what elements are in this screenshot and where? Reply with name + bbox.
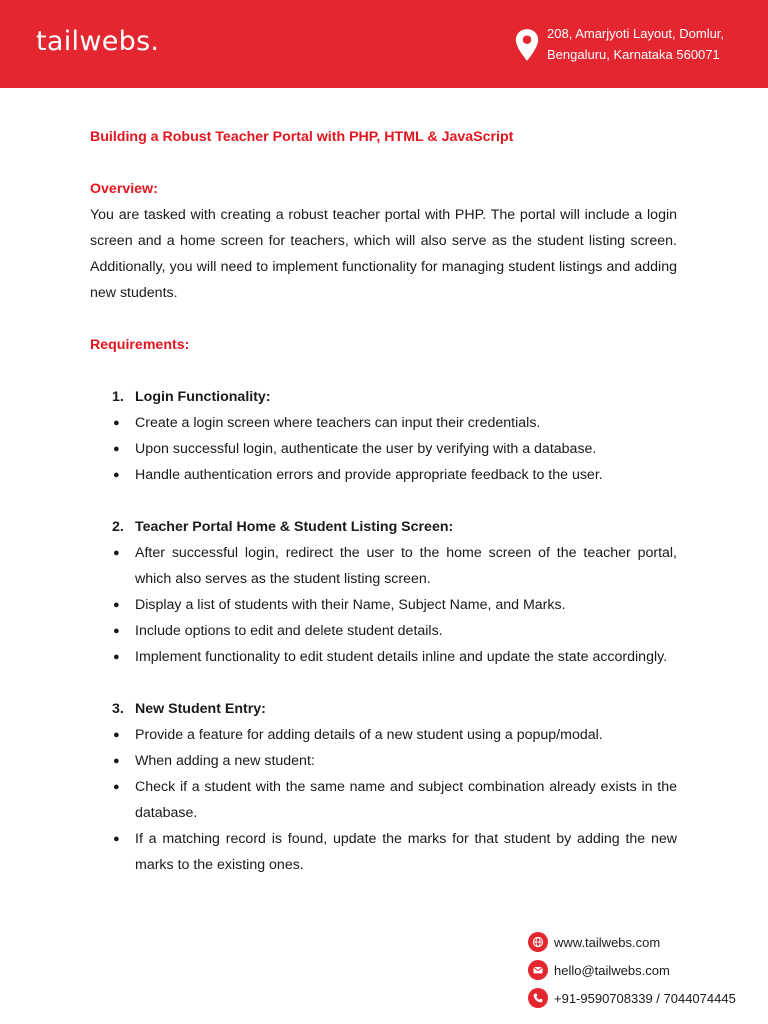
mail-icon [528, 960, 548, 980]
bullet-text: When adding a new student: [135, 753, 315, 769]
bullet-item [113, 462, 677, 488]
bullet-icon: ● [113, 443, 120, 455]
document-body [90, 124, 677, 878]
requirement-title-text: Login Functionality: [135, 389, 271, 405]
requirement-section [112, 384, 677, 488]
bullet-icon: ● [113, 625, 120, 637]
document-title: Building a Robust Teacher Portal with PHP, HTML & JavaScript [90, 129, 514, 145]
phone-number[interactable]: +91-9590708339 / 7044074445 [554, 990, 736, 1006]
bullet-item [113, 436, 677, 462]
bullet-text: Provide a feature for adding details of a new student using a popup/modal. [135, 727, 603, 743]
bullet-icon: ● [113, 833, 120, 845]
header-bar [0, 0, 768, 88]
phone-icon [528, 988, 548, 1008]
bullet-icon: ● [113, 781, 120, 793]
requirements-heading: Requirements: [90, 337, 190, 353]
bullet-item [113, 774, 677, 826]
bullet-text: Create a login screen where teachers can input their credentials. [135, 415, 541, 431]
bullet-icon: ● [113, 469, 120, 481]
bullet-text: Implement functionality to edit student details inline and update the state accordingly. [135, 649, 668, 665]
requirement-section [112, 696, 677, 878]
email-row [528, 956, 736, 984]
bullet-icon: ● [113, 547, 120, 559]
bullet-icon: ● [113, 417, 120, 429]
bullet-text: Upon successful login, authenticate the user by verifying with a database. [135, 441, 597, 457]
bullet-icon: ● [113, 651, 120, 663]
bullet-icon: ● [113, 755, 120, 767]
requirement-title [112, 514, 677, 540]
requirement-title-text: Teacher Portal Home & Student Listing Screen: [135, 519, 454, 535]
bullet-item [113, 722, 677, 748]
bullet-item [113, 618, 677, 644]
website-row [528, 928, 736, 956]
website-link[interactable]: www.tailwebs.com [554, 934, 661, 950]
email-link[interactable]: hello@tailwebs.com [554, 962, 670, 978]
bullet-icon: ● [113, 729, 120, 741]
location-pin-icon [514, 28, 540, 62]
requirement-section [112, 514, 677, 670]
bullet-icon: ● [113, 599, 120, 611]
bullet-item [113, 592, 677, 618]
requirement-number: 1. [112, 389, 124, 405]
bullet-item [113, 410, 677, 436]
address-line-1: 208, Amarjyoti Layout, Domlur, [547, 26, 725, 41]
bullet-text: Handle authentication errors and provide appropriate feedback to the user. [135, 467, 603, 483]
bullet-item [113, 644, 677, 670]
requirement-number: 3. [112, 701, 124, 717]
bullet-text: Display a list of students with their Name, Subject Name, and Marks. [135, 597, 566, 613]
overview-heading: Overview: [90, 181, 158, 197]
overview-paragraph: You are tasked with creating a robust teacher portal with PHP. The portal will include a login screen and a home screen for teachers, which will also serve as the student listing screen. Additionally, you will need to implement functionality for managing student listings and adding new students. [90, 207, 677, 301]
footer-contacts [528, 928, 736, 1012]
bullet-item [113, 826, 677, 878]
globe-icon [528, 932, 548, 952]
bullet-text: After successful login, redirect the user to the home screen of the teacher portal, which also serves as the student listing screen. [135, 545, 677, 587]
phone-row [528, 984, 736, 1012]
requirement-title [112, 384, 677, 410]
bullet-item [113, 748, 677, 774]
bullet-text: If a matching record is found, update the marks for that student by adding the new marks to the existing ones. [135, 831, 677, 873]
bullet-text: Check if a student with the same name and subject combination already exists in the database. [135, 779, 677, 821]
bullet-text: Include options to edit and delete student details. [135, 623, 443, 639]
requirement-number: 2. [112, 519, 124, 535]
requirement-title [112, 696, 677, 722]
requirement-title-text: New Student Entry: [135, 701, 266, 717]
address-line-2: Bengaluru, Karnataka 560071 [547, 47, 720, 62]
company-logo: tailwebs. [36, 26, 160, 57]
company-address [547, 23, 724, 65]
bullet-item [113, 540, 677, 592]
